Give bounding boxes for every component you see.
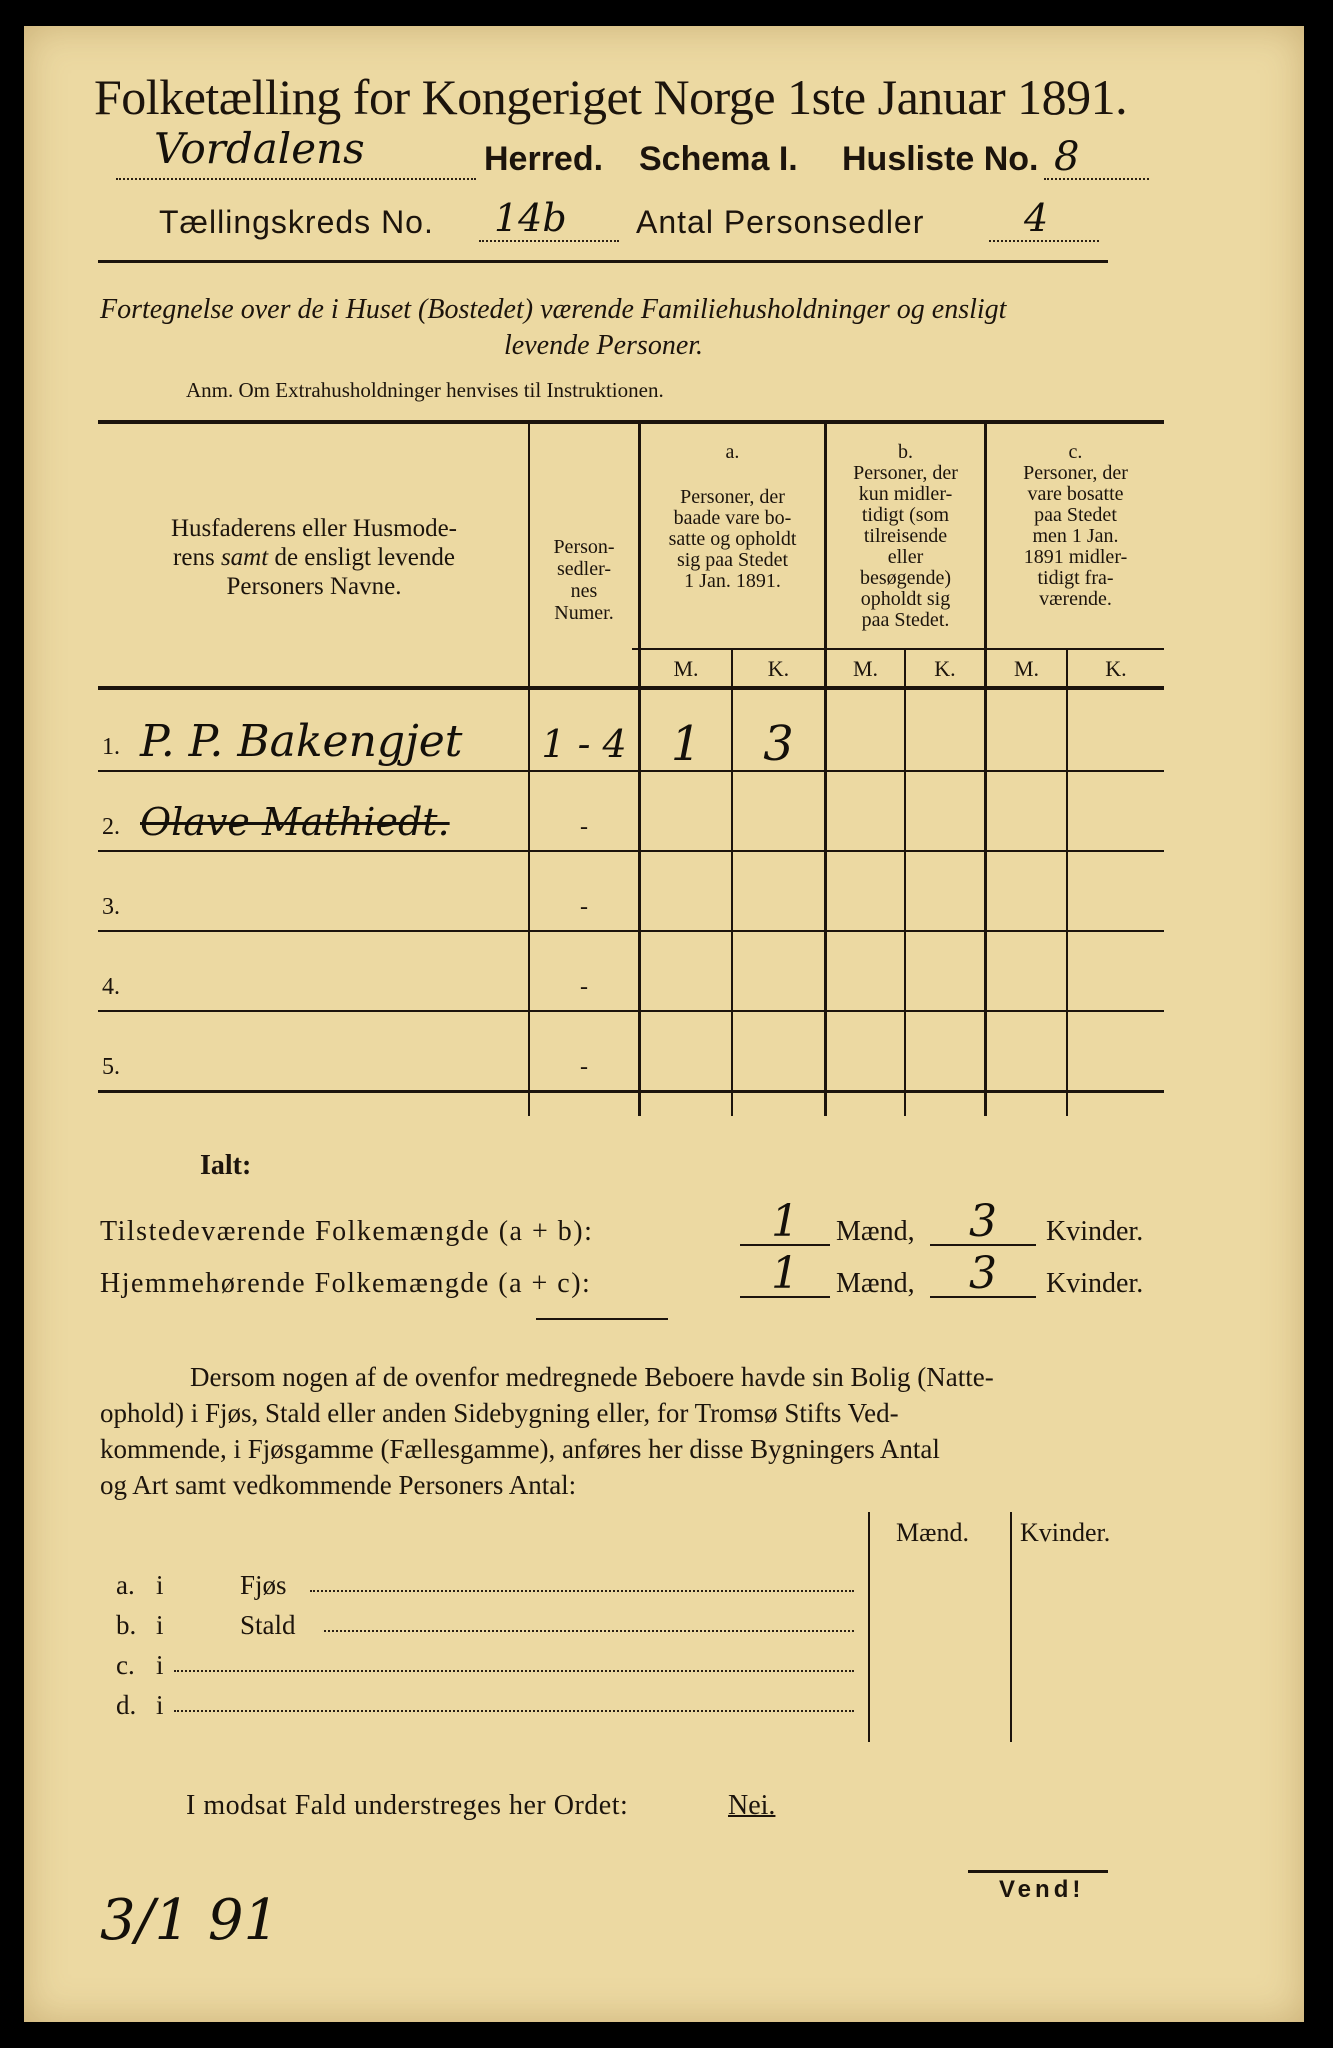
building-dots — [174, 1670, 854, 1672]
building-label: Fjøs — [240, 1570, 287, 1600]
c-k-label: K. — [1105, 656, 1127, 681]
row-name-struck: Olave Mathiedt. — [140, 800, 450, 844]
building-i: i — [156, 1570, 164, 1600]
present-women-value: 3 — [969, 1196, 997, 1247]
name-column-header: Husfaderens eller Husmode- rens samt de ensligt levende Personers Navne. — [104, 514, 524, 601]
row-rule-3 — [98, 930, 1164, 932]
row-rule-2 — [98, 850, 1164, 852]
buildings-divider-right — [1010, 1512, 1012, 1742]
a-k-label: K. — [767, 656, 790, 681]
row-rule-4 — [98, 1010, 1164, 1012]
modsat-text: I modsat Fald understreges her Ordet: — [186, 1790, 629, 1821]
row-number: 1. — [102, 734, 120, 760]
resident-kvinder-label: Kvinder. — [1046, 1268, 1144, 1299]
row-rule-1 — [98, 770, 1164, 772]
name-header-line-2: rens samt de ensligt levende — [173, 544, 455, 571]
present-maend-label: Mænd, — [836, 1216, 915, 1247]
present-men-value: 1 — [771, 1196, 799, 1247]
resident-population-label: Hjemmehørende Folkemængde (a + c): — [100, 1268, 592, 1299]
building-dots — [310, 1590, 854, 1592]
row-name: P. P. Bakengjet — [140, 716, 463, 767]
personsedler-value: 4 — [1024, 196, 1049, 240]
c-m-label: M. — [1013, 656, 1040, 681]
row-person-numbers: 1 - 4 — [541, 722, 627, 766]
present-population-label: Tilstedeværende Folkemængde (a + b): — [100, 1216, 594, 1247]
b-k-label: K. — [934, 656, 956, 681]
building-i: i — [156, 1690, 164, 1720]
husliste-value: 8 — [1054, 134, 1080, 180]
row-person-numbers: - — [580, 814, 588, 840]
resident-men-value: 1 — [771, 1248, 799, 1299]
table-top-rule — [98, 420, 1164, 424]
ialt-label: Ialt: — [200, 1150, 252, 1181]
col-divider-b-mk — [904, 650, 906, 1116]
row-person-numbers: - — [580, 1054, 588, 1080]
building-i: i — [156, 1610, 164, 1640]
table-bottom-rule — [98, 1090, 1164, 1093]
handwritten-date: 3/1 91 — [100, 1888, 280, 1953]
num-column-header: Person- sedler- nes Numer. — [553, 536, 615, 624]
personsedler-label: Antal Personsedler — [636, 204, 925, 240]
row-number: 3. — [102, 894, 120, 920]
buildings-para-2: ophold) i Fjøs, Stald eller anden Sidebygning eller, for Tromsø Stifts Ved- — [100, 1398, 899, 1428]
row-person-numbers: - — [580, 894, 588, 920]
building-dots — [324, 1630, 854, 1632]
husliste-label: Husliste No. — [842, 140, 1039, 178]
row-a-men: 1 — [670, 716, 702, 772]
a-m-label: M. — [673, 656, 699, 681]
resident-maend-label: Mænd, — [836, 1268, 915, 1299]
intro-line-2: levende Personer. — [504, 330, 704, 361]
herred-label: Herred. — [484, 140, 604, 178]
nei-word: Nei. — [728, 1790, 776, 1821]
form-title: Folketælling for Kongeriget Norge 1ste Januar 1891. — [94, 69, 1128, 125]
kreds-value: 14b — [494, 196, 567, 240]
present-kvinder-label: Kvinder. — [1046, 1216, 1144, 1247]
row-number: 4. — [102, 974, 120, 1000]
vend-label: Vend! — [999, 1876, 1085, 1903]
buildings-kvinder-header: Kvinder. — [1020, 1518, 1111, 1547]
col-divider-c-mk — [1066, 650, 1068, 1116]
building-letter: d. — [116, 1690, 137, 1720]
row-number: 2. — [102, 814, 120, 840]
section-divider — [536, 1318, 668, 1320]
vend-rule — [968, 1870, 1108, 1873]
table-header-rule — [98, 686, 1164, 690]
building-letter: a. — [116, 1570, 135, 1600]
col-b-header: b. Personer, der kun midler- tidigt (som tilreisende eller besøgende) opholdt sig paa Stedet. — [853, 441, 958, 631]
schema-label: Schema I. — [639, 140, 798, 178]
anm-note: Anm. Om Extrahusholdninger henvises til Instruktionen. — [186, 378, 664, 402]
col-a-header: a. Personer, der baade vare bo- satte og opholdt sig paa Stedet 1 Jan. 1891. — [668, 441, 797, 592]
buildings-maend-header: Mænd. — [896, 1518, 969, 1547]
row-a-women: 3 — [763, 716, 794, 772]
row-number: 5. — [102, 1054, 120, 1080]
row-person-numbers: - — [580, 974, 588, 1000]
census-form — [24, 26, 1304, 2022]
building-letter: b. — [116, 1610, 137, 1640]
b-m-label: M. — [852, 656, 879, 681]
building-letter: c. — [116, 1650, 135, 1680]
mk-top-rule — [632, 648, 1164, 650]
resident-women-value: 3 — [969, 1248, 997, 1299]
intro-line-1: Fortegnelse over de i Huset (Bostedet) værende Familiehusholdninger og ensligt — [100, 294, 1007, 325]
building-label: Stald — [240, 1610, 296, 1640]
header-rule — [98, 260, 1108, 263]
buildings-para-1: Dersom nogen af de ovenfor medregnede Beboere havde sin Bolig (Natte- — [190, 1362, 994, 1392]
kreds-label: Tællingskreds No. — [159, 204, 434, 240]
buildings-divider-left — [868, 1512, 870, 1742]
herred-value: Vordalens — [154, 124, 365, 173]
buildings-para-4: og Art samt vedkommende Personers Antal: — [100, 1470, 577, 1500]
building-i: i — [156, 1650, 164, 1680]
buildings-para-3: kommende, i Fjøsgamme (Fællesgamme), anføres her disse Bygningers Antal — [100, 1434, 940, 1464]
building-dots — [174, 1710, 854, 1712]
col-c-header: c. Personer, der vare bosatte paa Stedet men 1 Jan. 1891 midler- tidigt fra- værende. — [1023, 441, 1128, 610]
